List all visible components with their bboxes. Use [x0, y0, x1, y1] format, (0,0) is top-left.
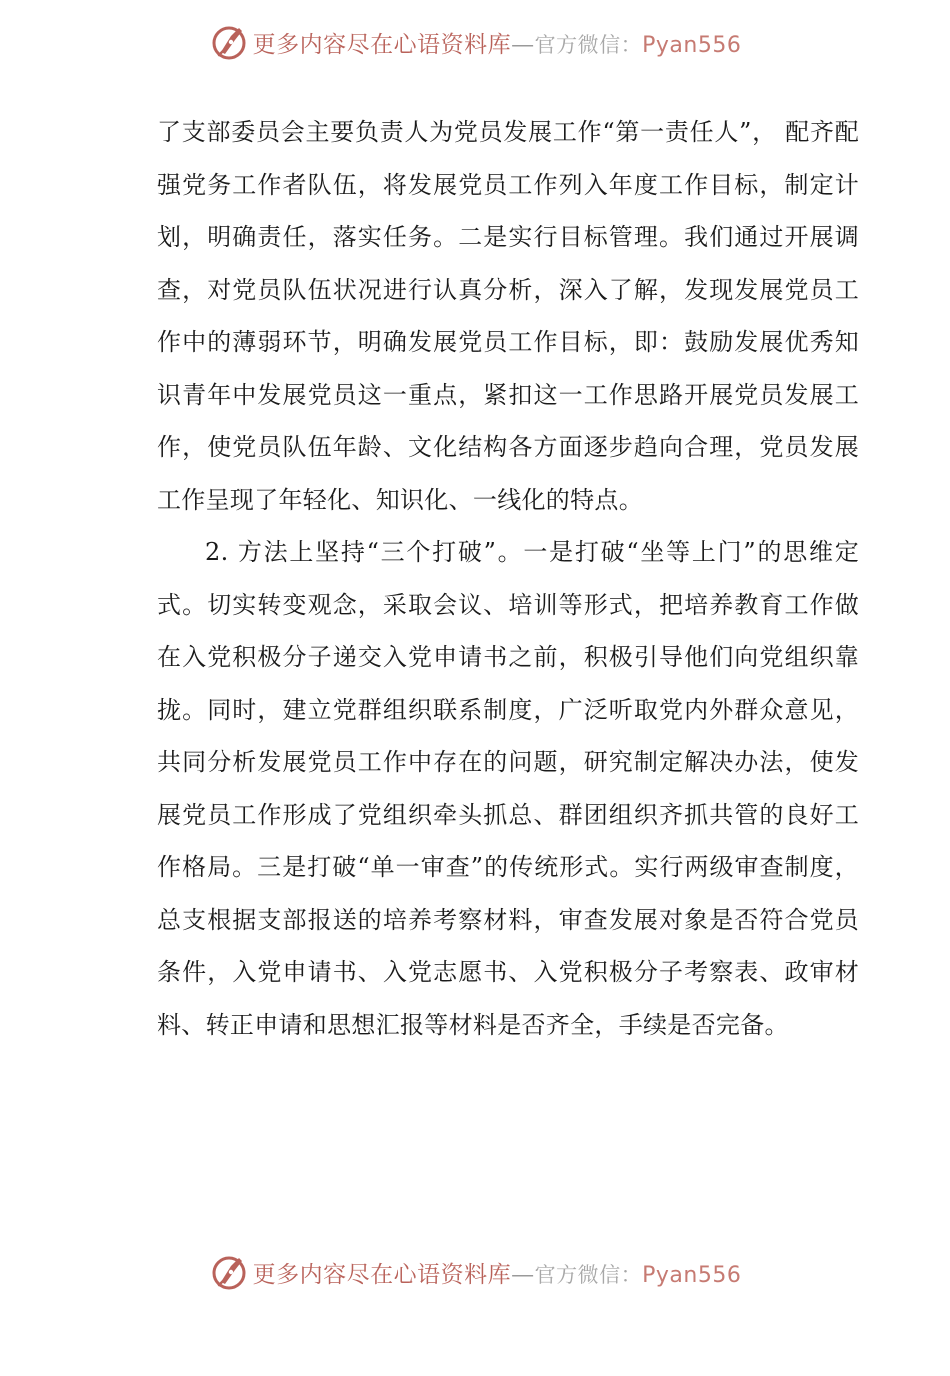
pen-nib-logo-icon [209, 1252, 249, 1292]
watermark-wechat-label: 官方微信： [534, 1262, 643, 1287]
watermark-wechat-label: 官方微信： [534, 32, 643, 57]
watermark-text [253, 26, 742, 59]
watermark-brand: 更多内容尽在心语资料库 [252, 31, 512, 58]
watermark-brand: 更多内容尽在心语资料库 [252, 1261, 512, 1288]
watermark-separator: — [511, 31, 535, 58]
watermark-separator: — [511, 1261, 535, 1288]
footer-watermark [0, 1248, 950, 1296]
watermark-wechat-id: Pyan556 [642, 32, 742, 58]
pen-nib-logo-icon [209, 22, 249, 62]
document-body [157, 106, 859, 1051]
header-watermark [0, 18, 950, 66]
watermark-text [253, 1256, 742, 1289]
watermark-wechat-id: Pyan556 [642, 1262, 742, 1288]
body-paragraph-1: 了支部委员会主要负责人为党员发展工作“第一责任人”， 配齐配强党务工作者队伍，将发展党员工作列入年度工作目标，制定计划，明确责任，落实任务。二是实行目标管理。我们通过开展调查，对党员队伍状况进行认真分析，深入了解，发现发展党员工作中的薄弱环节，明确发展党员工作目标，即：鼓励发展优秀知识青年中发展党员这一重点，紧扣这一工作思路开展党员发展工作，使党员队伍年龄、文化结构各方面逐步趋向合理，党员发展工作呈现了年轻化、知识化、一线化的特点。 [157, 118, 859, 514]
body-paragraph-2: 2. 方法上坚持“三个打破”。一是打破“坐等上门”的思维定式。切实转变观念，采取会议、培训等形式，把培养教育工作做在入党积极分子递交入党申请书之前，积极引导他们向党组织靠拢。同时，建立党群组织联系制度，广泛听取党内外群众意见，共同分析发展党员工作中存在的问题，研究制定解决办法，使发展党员工作形成了党组织牵头抓总、群团组织齐抓共管的良好工作格局。三是打破“单一审查”的传统形式。实行两级审查制度，总支根据支部报送的培养考察材料，审查发展对象是否符合党员条件，入党申请书、入党志愿书、入党积极分子考察表、政审材料、转正申请和思想汇报等材料是否齐全，手续是否完备。 [157, 538, 859, 1039]
